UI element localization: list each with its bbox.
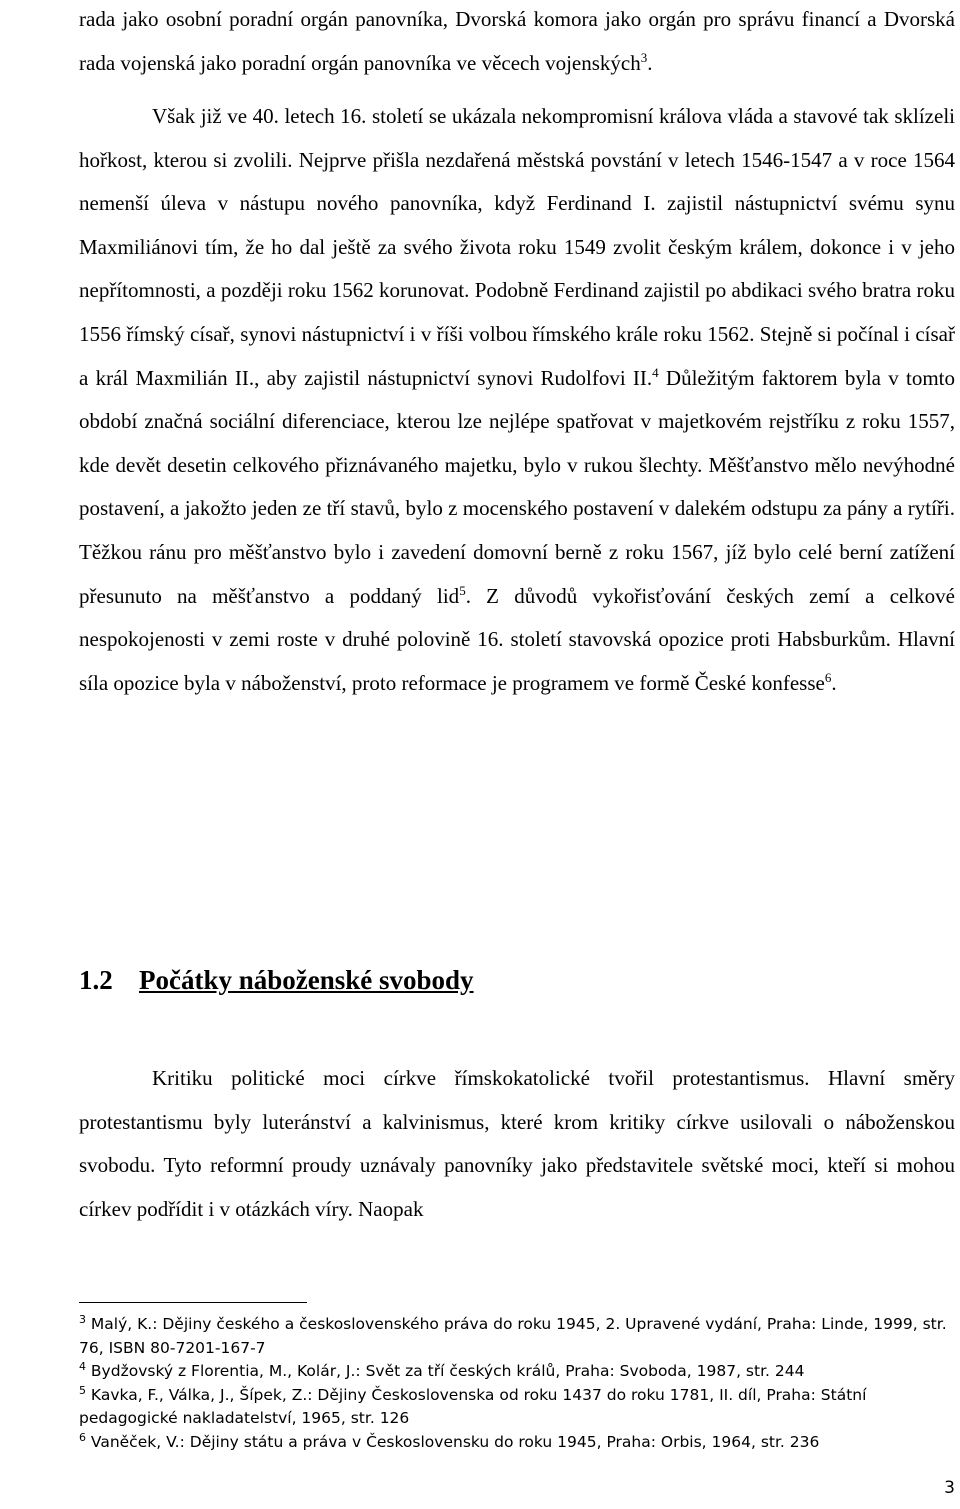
paragraph-text: rada jako osobní poradní orgán panovníka, Dvorská komora jako orgán pro správu financí a Dvorská rada vojenská jako poradní orgán panovníka ve věcech vojenských (79, 7, 955, 75)
footnote-ref[interactable]: 3 (640, 49, 648, 65)
section-heading (79, 965, 474, 996)
section-paragraph: Kritiku politické moci církve římskokatolické tvořil protestantismus. Hlavní směry protestantismu byly luteránství a kalvinismus, které krom kritiky církve usilovali o náboženskou svobodu. Tyto reformní proudy uznávaly panovníky jako představitele světské moci, kteří si mohou církev podřídit i v otázkách víry. Naopak (79, 1066, 955, 1221)
section-title: Počátky náboženské svobody (139, 965, 474, 995)
page-number: 3 (944, 1478, 955, 1498)
paragraph-main (79, 95, 955, 705)
footnote (79, 1384, 955, 1431)
paragraph-text-part2: Důležitým faktorem byla v tomto období značná sociální diferenciace, kterou lze nejlépe spatřovat v majetkovém rejstříku z roku 1557, kde devět desetin celkového přiznávaného majetku, bylo v rukou šlechty. Měšťanstvo mělo nevýhodné postavení, a jakožto jeden ze tří stavů, bylo z mocenského postavení v dalekém odstupu za pány a rytíři. Těžkou ránu pro měšťanstvo bylo i zavedení domovní berně z roku 1567, jíž bylo celé berní zatížení přesunuto na měšťanstvo a poddaný lid (79, 365, 955, 608)
footnote (79, 1431, 955, 1455)
footnote (79, 1360, 955, 1384)
section-number: 1.2 (79, 965, 113, 995)
paragraph-continuation (79, 0, 955, 85)
footnote-text: Bydžovský z Florentia, M., Kolár, J.: Svět za tří českých králů, Praha: Svoboda, 1987, str. 244 (86, 1362, 805, 1380)
footnote-text: Kavka, F., Válka, J., Šípek, Z.: Dějiny Československa od roku 1437 do roku 1781, II. díl, Praha: Státní pedagogické nakladatelství, 1965, str. 126 (79, 1385, 867, 1427)
document-page (79, 0, 955, 1509)
footnote-separator (79, 1302, 307, 1303)
footnote-text: Malý, K.: Dějiny českého a československého práva do roku 1945, 2. Upravené vydání, Praha: Linde, 1999, str. 76, ISBN 80-7201-167-7 (79, 1315, 947, 1357)
paragraph-end: . (647, 50, 653, 75)
footnotes (79, 1313, 955, 1454)
footnote (79, 1313, 955, 1360)
paragraph-text-part1: Však již ve 40. letech 16. století se ukázala nekompromisní králova vláda a stavové tak sklízeli hořkost, kterou si zvolili. Nejprve přišla nezdařená městská povstání v letech 1546-1547 a v roce 1564 nemenší úleva v nástupu nového panovníka, když Ferdinand I. zajistil nástupnictví svému synu Maxmiliánovi tím, že ho dal ještě za svého života roku 1549 zvolit českým králem, dokonce i v jeho nepřítomnosti, a později roku 1562 korunovat. Podobně Ferdinand zajistil po abdikaci svého bratra roku 1556 římský císař, synovi nástupnictví i v říši volbou římského krále roku 1562. Stejně si počínal i císař a král Maxmilián II., aby zajistil nástupnictví synovi Rudolfovi II. (79, 104, 955, 390)
paragraph-end: . (831, 670, 837, 695)
footnote-number: 3 (79, 1312, 86, 1326)
footnote-ref[interactable]: 6 (824, 669, 832, 685)
footnote-ref[interactable]: 5 (459, 582, 466, 598)
footnote-number: 5 (79, 1383, 86, 1397)
footnote-text: Vaněček, V.: Dějiny státu a práva v Československu do roku 1945, Praha: Orbis, 1964, str. 236 (86, 1432, 820, 1451)
footnote-ref[interactable]: 4 (652, 364, 659, 380)
footnote-number: 6 (79, 1430, 86, 1444)
footnote-number: 4 (79, 1359, 86, 1373)
paragraph-text-part3: . Z důvodů vykořisťování českých zemí a celkové nespokojenosti v zemi roste v druhé polovině 16. století stavovská opozice proti Habsburkům. Hlavní síla opozice byla v náboženství, proto reformace je programem ve formě České konfesse (79, 583, 955, 695)
